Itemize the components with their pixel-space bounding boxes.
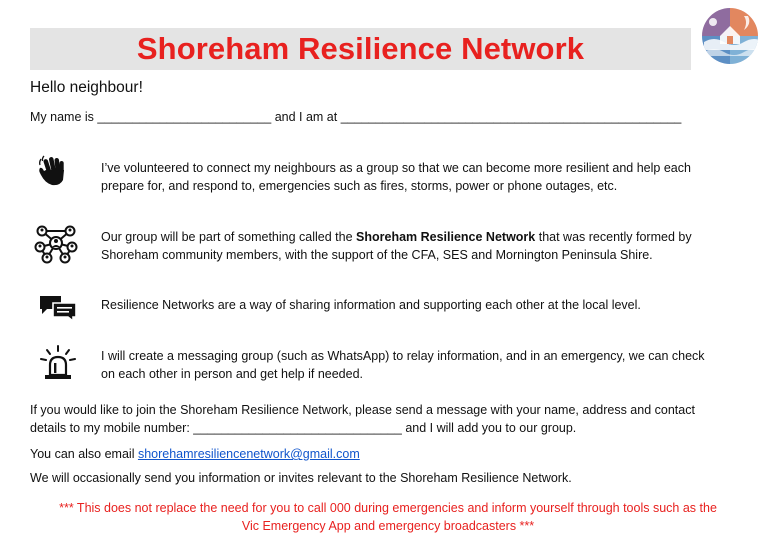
point-messaging-text	[101, 347, 705, 383]
point-sharing-line1: Resilience Networks are a way of sharing information and supporting each other at the local level.	[101, 298, 641, 312]
speech-bubbles-icon	[39, 294, 77, 322]
join-line2	[30, 419, 695, 437]
shoreham-resilience-logo	[700, 6, 760, 66]
point-volunteer-line2: prepare for, and respond to, emergencies such as fires, storms, power or phone outages, etc.	[101, 179, 618, 193]
point-messaging-line2: on each other in person and get help if needed.	[101, 367, 364, 381]
point-network-line1-after: that was recently formed by	[538, 230, 692, 244]
join-line2-before: details to my mobile number:	[30, 421, 190, 435]
point-messaging-line1: I will create a messaging group (such as WhatsApp) to relay information, and in an emergency, we can check	[101, 349, 705, 363]
disclaimer-line2: Vic Emergency App and emergency broadcasters ***	[241, 519, 535, 533]
emergency-siren-icon	[40, 345, 76, 381]
page-title: Shoreham Resilience Network	[136, 31, 585, 66]
info-line: We will occasionally send you information or invites relevant to the Shoreham Resilience Network.	[30, 471, 572, 485]
network-people-icon	[33, 222, 79, 264]
disclaimer	[30, 499, 746, 535]
address-connector: and I am at	[274, 110, 338, 124]
point-network-line1-before: Our group will be part of something called the	[101, 230, 353, 244]
name-blank: _________________________	[97, 110, 272, 124]
disclaimer-line1: *** This does not replace the need for you to call 000 during emergencies and inform yourself through tools such as the	[59, 501, 717, 515]
point-network-line2: Shoreham community members, with the support of the CFA, SES and Mornington Peninsula Shire.	[101, 248, 653, 262]
email-line	[30, 445, 360, 463]
point-network-line1	[101, 228, 692, 246]
waving-hand-icon	[38, 153, 68, 187]
email-prefix: You can also email	[30, 447, 135, 461]
join-text	[30, 401, 695, 437]
email-link[interactable]: shorehamresiliencenetwork@gmail.com	[137, 447, 360, 461]
name-address-line	[30, 110, 681, 124]
name-prefix: My name is	[30, 110, 94, 124]
greeting: Hello neighbour!	[30, 79, 143, 96]
network-name-bold: Shoreham Resilience Network	[356, 230, 536, 244]
mobile-blank: ______________________________	[193, 421, 402, 435]
point-sharing-text	[101, 296, 641, 314]
point-volunteer-line1: I’ve volunteered to connect my neighbours as a group so that we can become more resilient and help each	[101, 161, 691, 175]
address-blank: _________________________________________________	[340, 110, 682, 124]
join-line1: If you would like to join the Shoreham Resilience Network, please send a message with your name, address and contact	[30, 403, 695, 417]
point-volunteer-text	[101, 159, 691, 195]
join-line2-after: and I will add you to our group.	[405, 421, 577, 435]
point-network-text	[101, 228, 692, 264]
